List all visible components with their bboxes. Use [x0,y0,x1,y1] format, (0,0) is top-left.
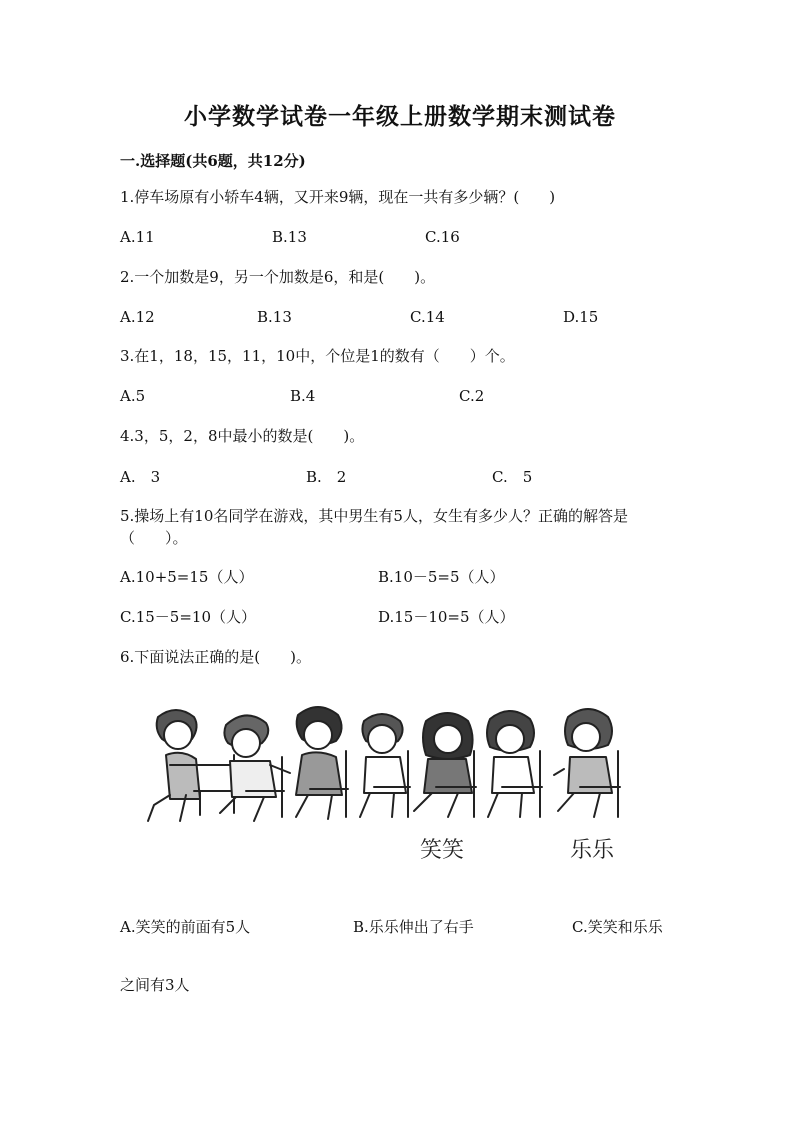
page-title: 小学数学试卷一年级上册数学期末测试卷 [184,103,616,130]
children-sitting-illustration [130,695,650,875]
label-xiaoxiao: 笑笑 [420,838,465,863]
q6-option-a: A.笑笑的前面有5人 [120,918,251,936]
q5-option-a: A.10+5=15（人） [120,568,254,586]
q1-option-b: B.13 [272,228,307,246]
q2-option-b: B.13 [257,308,292,326]
child-5-figure [414,713,476,817]
question-5-line-2: （ ）。 [120,529,188,547]
q3-option-c: C.2 [459,387,485,405]
child-1-figure [148,710,236,821]
q2-option-c: C.14 [410,308,445,326]
q6-option-c-continued: 之间有3人 [120,976,190,994]
child-7-figure [554,709,620,817]
question-5-line-1: 5.操场上有10名同学在游戏，其中男生有5人，女生有多少人？正确的解答是 [120,507,628,525]
q3-option-b: B.4 [290,387,316,405]
child-2-figure [220,715,290,821]
label-lele: 乐乐 [570,838,615,863]
question-3: 3.在1，18，15，11，10中，个位是1的数有（ ）个。 [120,347,515,365]
q2-option-d: D.15 [563,308,599,326]
child-4-figure [360,714,410,817]
question-2: 2.一个加数是9，另一个加数是6，和是( )。 [120,268,436,286]
q4-option-a: A. 3 [120,468,161,486]
question-6: 6.下面说法正确的是( )。 [120,648,312,666]
q5-option-b: B.10－5=5（人） [378,568,505,586]
child-3-figure [296,707,348,819]
section-heading: 一.选择题(共6题，共12分) [120,152,306,170]
q3-option-a: A.5 [120,387,146,405]
question-1: 1.停车场原有小轿车4辆，又开来9辆，现在一共有多少辆？( ) [120,188,556,206]
child-6-figure [487,711,542,817]
q2-option-a: A.12 [120,308,155,326]
q4-option-b: B. 2 [306,468,347,486]
q4-option-c: C. 5 [492,468,533,486]
q1-option-a: A.11 [120,228,155,246]
q5-option-c: C.15－5=10（人） [120,608,256,626]
question-4: 4.3，5，2，8中最小的数是( )。 [120,427,365,445]
q1-option-c: C.16 [425,228,460,246]
q6-option-c: C.笑笑和乐乐 [572,918,663,936]
q5-option-d: D.15－10=5（人） [378,608,515,626]
q6-option-b: B.乐乐伸出了右手 [353,918,474,936]
